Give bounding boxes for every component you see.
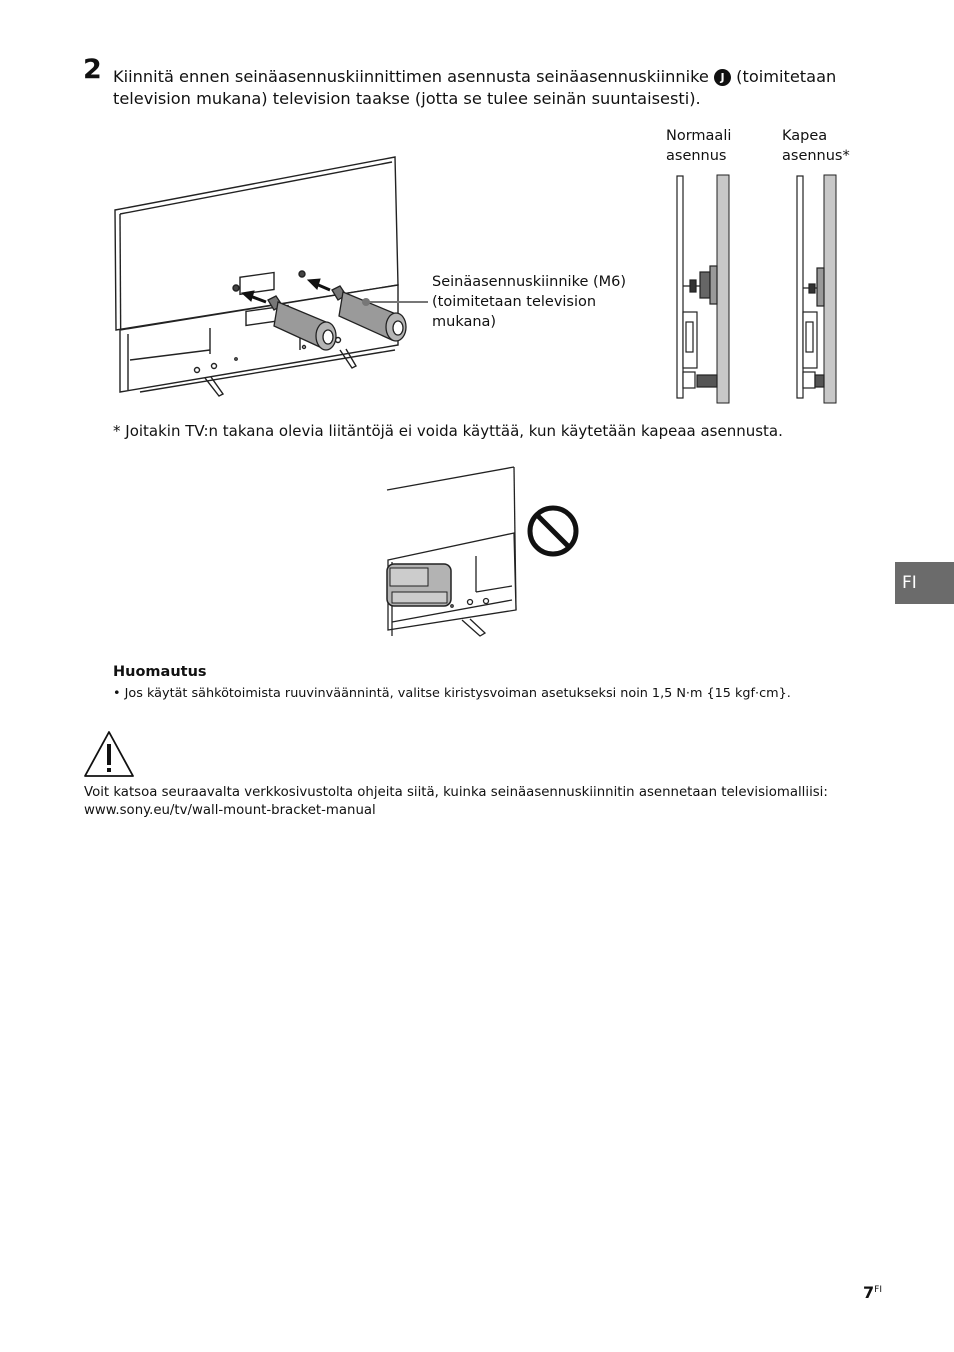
note-item xyxy=(113,686,791,701)
callout-line-1: Seinäasennuskiinnike (M6) xyxy=(432,274,627,290)
normal-label-line-1: Normaali xyxy=(666,128,732,144)
callout-line-2: (toimitetaan television xyxy=(432,294,597,310)
step-number: 2 xyxy=(83,54,102,85)
bullet: • xyxy=(113,686,125,701)
page-number-value: 7 xyxy=(863,1283,875,1302)
step-text-after: (toimitetaan television mukana) television taakse (jotta se tulee seinän suuntaisesti). xyxy=(113,67,837,108)
narrow-label-line-1: Kapea xyxy=(782,128,828,144)
website-info-text: Voit katsoa seuraavalta verkkosivustolta ohjeita siitä, kuinka seinäasennuskiinnitin asennetaan televisiomalliisi: xyxy=(84,785,828,800)
website-url[interactable]: www.sony.eu/tv/wall-mount-bracket-manual xyxy=(84,803,376,818)
warning-icon xyxy=(83,730,135,778)
step-text-before: Kiinnitä ennen seinäasennuskiinnittimen asennusta seinäasennuskiinnike xyxy=(113,67,709,86)
footnote: * Joitakin TV:n takana olevia liitäntöjä ei voida käyttää, kun käytetään kapeaa asennusta. xyxy=(113,422,783,440)
bracket-callout xyxy=(432,272,626,332)
narrow-label-line-2: asennus* xyxy=(782,148,850,164)
part-badge: J xyxy=(714,69,731,86)
page-number xyxy=(863,1283,882,1302)
note-item-text: Jos käytät sähkötoimista ruuvinväännintä, valitse kiristysvoiman asetukseksi noin 1,5 N·m {15 kgf·cm}. xyxy=(124,686,791,701)
callout-line-3: mukana) xyxy=(432,314,497,330)
page-number-suffix: FI xyxy=(874,1285,882,1295)
normal-position-label xyxy=(666,126,731,166)
website-info xyxy=(84,784,894,820)
note-title: Huomautus xyxy=(113,664,207,680)
language-tab: FI xyxy=(895,562,954,604)
narrow-position-label xyxy=(782,126,850,166)
step-instruction xyxy=(113,66,903,110)
normal-label-line-2: asennus xyxy=(666,148,727,164)
